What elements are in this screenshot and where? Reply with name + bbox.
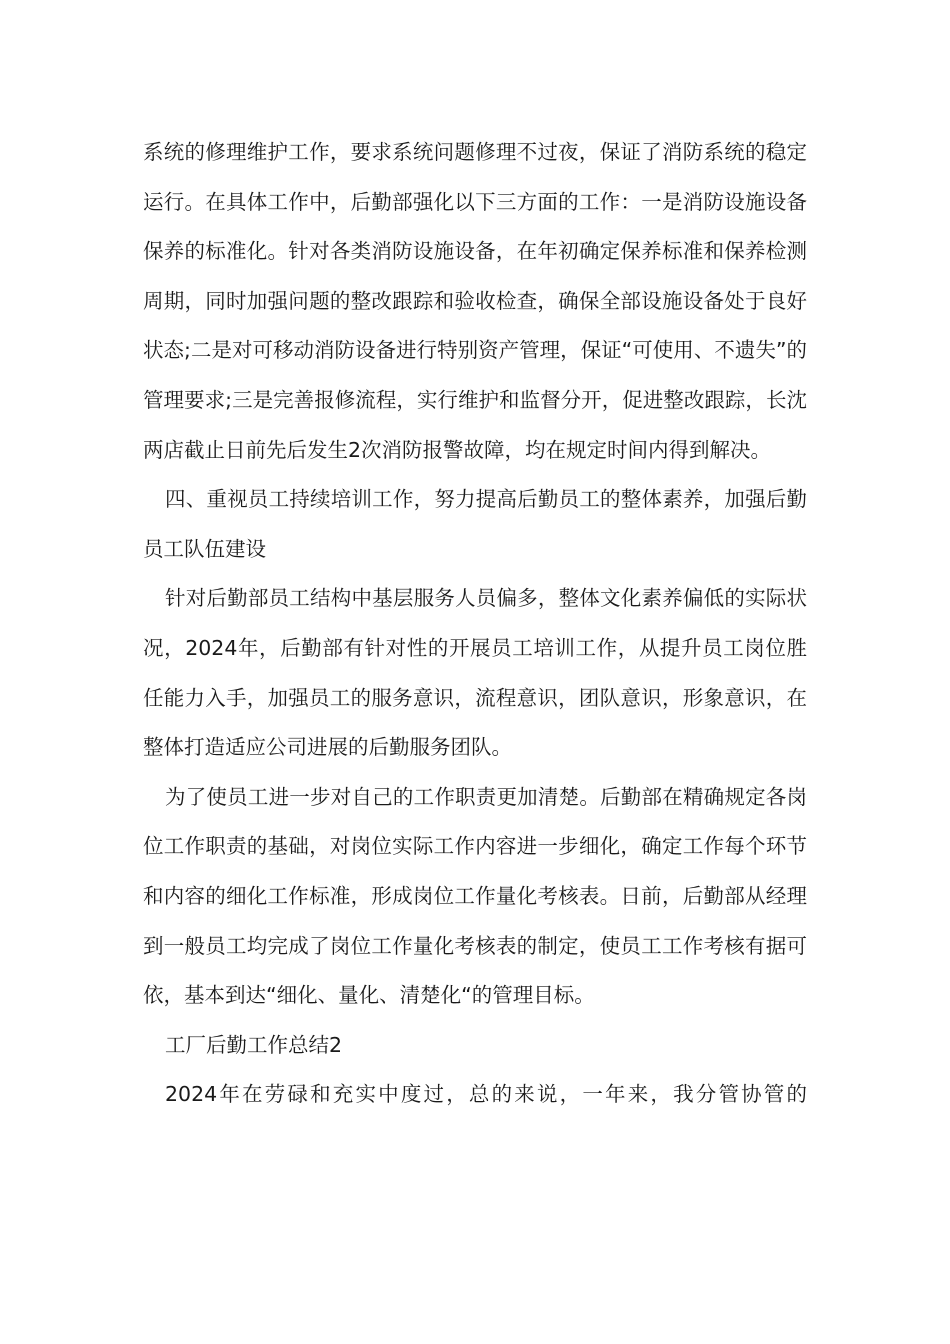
document-body (143, 128, 807, 1120)
paragraph-year-summary-intro: 2024年在劳碌和充实中度过，总的来说，一年来，我分管协管的 (165, 1082, 807, 1107)
paragraph-training-program: 针对后勤部员工结构中基层服务人员偏多，整体文化素养偏低的实际状况，2024年，后勤部有针对性的开展员工培训工作，从提升员工岗位胜任能力入手，加强员工的服务意识，流程意识，团队意识，形象意识，在整体打造适应公司进展的后勤服务团队。 (143, 586, 807, 760)
paragraph-job-responsibilities: 为了使员工进一步对自己的工作职责更加清楚。后勤部在精确规定各岗位工作职责的基础，对岗位实际工作内容进一步细化，确定工作每个环节和内容的细化工作标准，形成岗位工作量化考核表。日前，后勤部从经理到一般员工均完成了岗位工作量化考核表的制定，使员工工作考核有据可依，基本到达“细化、量化、清楚化“的管理目标。 (143, 784, 807, 1008)
paragraph-fire-system-maintenance: 系统的修理维护工作，要求系统问题修理不过夜，保证了消防系统的稳定运行。在具体工作中，后勤部强化以下三方面的工作：一是消防设施设备保养的标准化。针对各类消防设施设备，在年初确定保养标准和保养检测周期，同时加强问题的整改跟踪和验收检查，确保全部设施设备处于良好状态;二是对可移动消防设备进行特别资产管理，保证“可使用、不遗失”的管理要求;三是完善报修流程，实行维护和监督分开，促进整改跟踪，长沈两店截止日前先后发生2次消防报警故障，均在规定时间内得到解决。 (143, 140, 807, 462)
section-heading-staff-training: 四、重视员工持续培训工作，努力提高后勤员工的整体素养，加强后勤员工队伍建设 (143, 487, 807, 561)
document-subtitle-summary-2: 工厂后勤工作总结2 (165, 1032, 343, 1057)
